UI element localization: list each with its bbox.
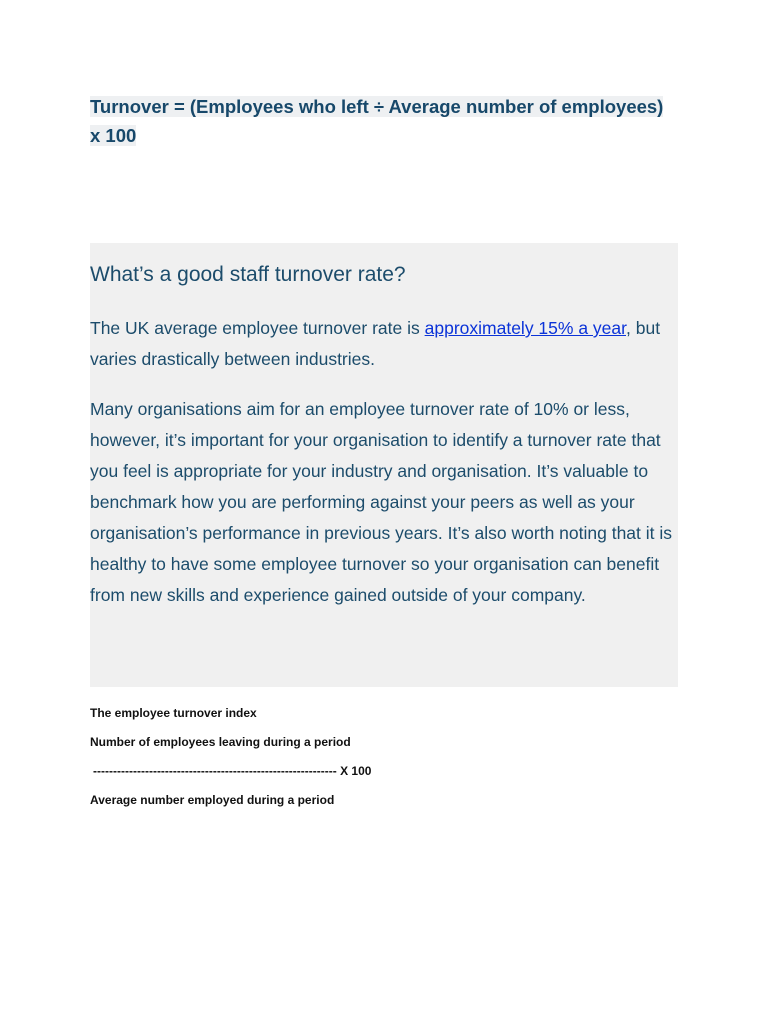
- callout-paragraph-benchmark: Many organisations aim for an employee turnover rate of 10% or less, however, it’s important for your organisation to identify a turnover rate that you feel is appropriate for your industry and organisation. It’s valuable to benchmark how you are performing against your peers as well as your organisation’s performance in previous years. It’s also worth noting that it is healthy to have some employee turnover so your organisation can benefit from new skills and experience gained outside of your company.: [90, 399, 673, 605]
- turnover-formula: [90, 92, 690, 150]
- callout-heading: What’s a good staff turnover rate?: [90, 263, 406, 286]
- formula-line-2: x 100: [90, 125, 137, 146]
- index-numerator: Number of employees leaving during a period: [90, 735, 351, 749]
- index-divider: ------------------------------------------------------------- X 100: [93, 764, 372, 778]
- formula-line-1: Turnover = (Employees who left ÷ Average number of employees): [90, 96, 664, 117]
- turnover-rate-callout: [90, 243, 678, 687]
- uk-average-rate-link[interactable]: approximately 15% a year: [424, 318, 626, 338]
- index-title: The employee turnover index: [90, 706, 257, 720]
- callout-paragraph-uk-average: [90, 313, 674, 375]
- para1-text-after: , but varies drastically between industries.: [90, 318, 661, 369]
- para1-text-before: The UK average employee turnover rate is: [90, 318, 425, 338]
- index-denominator: Average number employed during a period: [90, 793, 335, 807]
